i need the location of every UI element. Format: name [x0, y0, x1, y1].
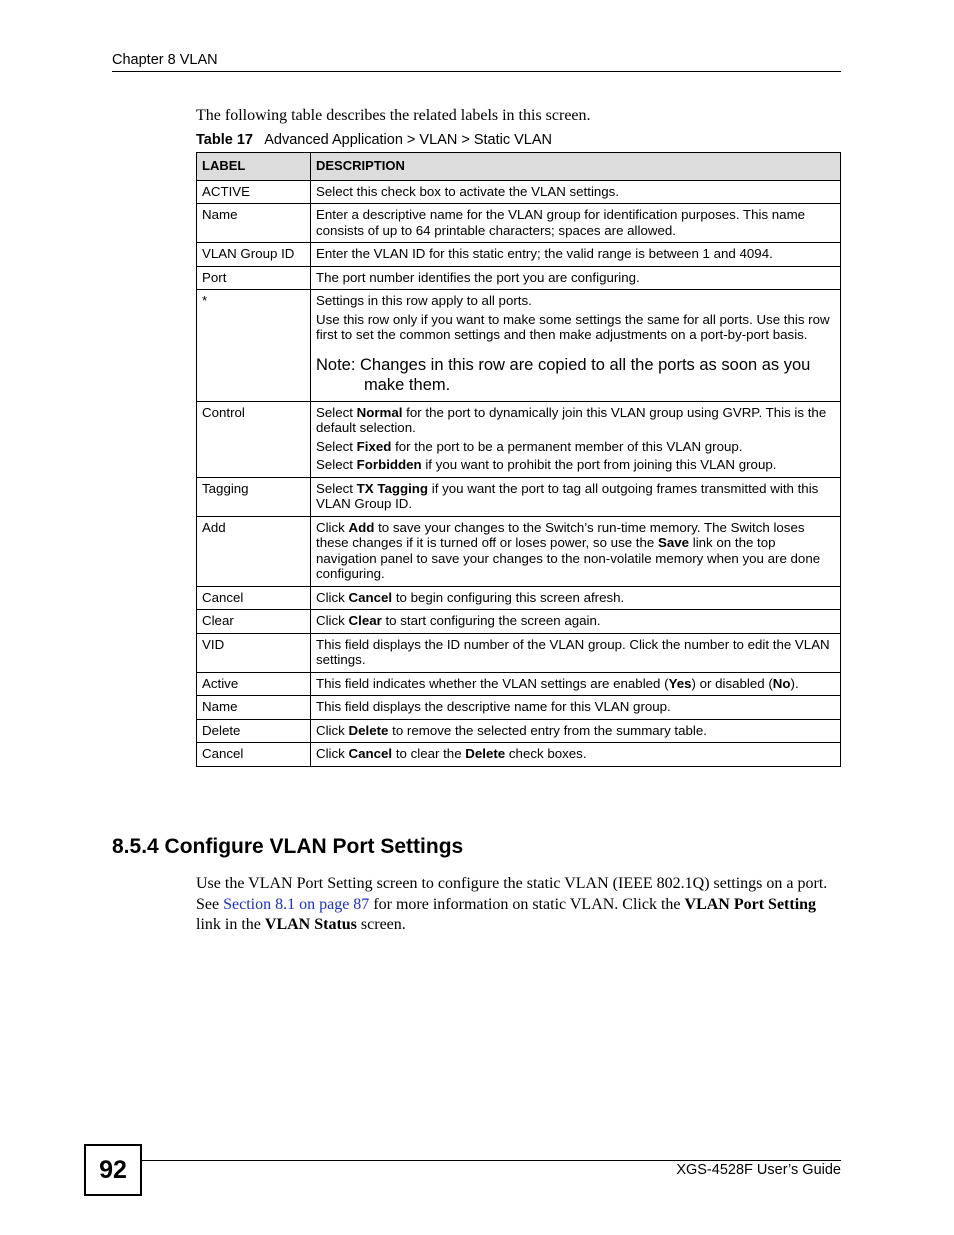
description-bold: Cancel: [348, 746, 393, 761]
table-caption: [196, 132, 552, 148]
description-text: Enter a descriptive name for the VLAN group for identification purposes. This name consists of up to 64 printable characters; spaces are allowed.: [316, 207, 806, 238]
section-text-4: screen.: [356, 916, 406, 933]
description-paragraph: [316, 590, 835, 606]
table-row: [197, 204, 841, 243]
description-bold: Forbidden: [356, 457, 422, 472]
row-description: [311, 204, 841, 243]
description-paragraph: [316, 699, 835, 715]
row-label: ACTIVE: [197, 180, 311, 204]
row-label: VID: [197, 633, 311, 672]
description-text: Select: [316, 480, 357, 496]
description-bold: Add: [348, 519, 375, 535]
description-text: This field indicates whether the VLAN settings are enabled (: [316, 675, 669, 691]
page-number: 92: [84, 1144, 142, 1196]
description-text: for the port to be a permanent member of this VLAN group.: [391, 438, 743, 454]
description-bold: Delete: [465, 746, 506, 761]
row-description: [311, 719, 841, 743]
table-header-row: [197, 153, 841, 181]
table-row: [197, 477, 841, 516]
description-bold: No: [772, 675, 791, 691]
table-row: [197, 696, 841, 720]
note-text: Note: Changes in this row are copied to all the ports as soon as you make them.: [316, 355, 811, 394]
section-text-2: for more information on static VLAN. Click the: [369, 895, 685, 913]
description-text: Enter the VLAN ID for this static entry; the valid range is between 1 and 4094.: [316, 246, 773, 261]
row-label: Delete: [197, 719, 311, 743]
description-text: Click: [316, 519, 349, 535]
table-row: [197, 586, 841, 610]
description-text: Select: [316, 457, 357, 472]
label-description-table: [196, 152, 841, 767]
table-row: [197, 743, 841, 767]
intro-text: The following table describes the related labels in this screen.: [196, 107, 591, 124]
description-paragraph: [316, 520, 835, 582]
description-text: Select: [316, 404, 357, 420]
row-label: Name: [197, 204, 311, 243]
table-row: [197, 290, 841, 402]
column-header-label: LABEL: [197, 153, 311, 181]
description-text: Settings in this row apply to all ports.: [316, 293, 532, 308]
table-caption-label: Table 17: [196, 132, 253, 148]
description-text: Select this check box to activate the VLAN settings.: [316, 183, 620, 199]
description-paragraph: [316, 207, 835, 238]
description-bold: Save: [657, 535, 690, 550]
description-text: ) or disabled (: [691, 675, 773, 691]
table-row: [197, 516, 841, 586]
description-text: to start configuring the screen again.: [381, 613, 601, 628]
description-text: Select: [316, 438, 357, 454]
description-text: Click: [316, 746, 349, 761]
description-text: to remove the selected entry from the summary table.: [388, 722, 707, 738]
row-label: Control: [197, 401, 311, 477]
description-paragraph: [316, 439, 835, 455]
description-text: This field displays the descriptive name for this VLAN group.: [316, 699, 671, 714]
description-paragraph: [316, 293, 835, 309]
description-bold: Fixed: [356, 438, 392, 454]
description-text: if you want the port to tag all outgoing frames transmitted with this VLAN Group ID.: [316, 480, 819, 511]
description-text: link on the top navigation panel to save your changes to the non-volatile memory when you are done configuring.: [316, 535, 821, 581]
description-text: ).: [790, 675, 799, 691]
description-paragraph: [316, 184, 835, 200]
row-description: [311, 586, 841, 610]
table-row: [197, 401, 841, 477]
description-bold: TX Tagging: [356, 480, 429, 496]
column-header-description: DESCRIPTION: [311, 153, 841, 181]
description-bold: Yes: [668, 675, 692, 691]
section-body: [196, 874, 841, 936]
description-text: Use this row only if you want to make some settings the same for all ports. Use this row first to set the common settings and then make adjustments on a port-by-port basis.: [316, 311, 830, 342]
description-text: to begin configuring this screen afresh.: [392, 589, 625, 605]
row-description: [311, 266, 841, 290]
row-description: [311, 672, 841, 696]
description-text: Click: [316, 613, 349, 628]
description-paragraph: [316, 481, 835, 512]
section-bold-2: VLAN Status: [264, 916, 357, 933]
table-body: [197, 180, 841, 766]
footer-rule: [140, 1160, 841, 1161]
footer-guide-title: XGS-4528F User’s Guide: [676, 1162, 841, 1178]
row-description: [311, 477, 841, 516]
row-description: [311, 180, 841, 204]
table-row: [197, 672, 841, 696]
row-description: [311, 243, 841, 267]
section-text-1: Use the VLAN Port Setting screen to configure the static VLAN (IEEE 802.1Q) settings on a port. See: [196, 875, 828, 913]
description-paragraph: [316, 723, 835, 739]
row-description: [311, 516, 841, 586]
description-text: Click: [316, 589, 349, 605]
description-text: for the port to dynamically join this VLAN group using GVRP. This is the default selection.: [316, 404, 827, 435]
description-bold: Cancel: [348, 589, 393, 605]
description-text: Click: [316, 722, 349, 738]
description-paragraph: [316, 270, 835, 286]
description-text: to clear the: [392, 746, 466, 761]
chapter-header: Chapter 8 VLAN: [112, 52, 218, 68]
row-label: Clear: [197, 610, 311, 634]
description-paragraph: [316, 405, 835, 436]
section-bold-1: VLAN Port Setting: [684, 895, 817, 913]
description-paragraph: [316, 746, 835, 762]
section-link[interactable]: Section 8.1 on page 87: [223, 895, 370, 913]
description-text: This field displays the ID number of the VLAN group. Click the number to edit the VLAN settings.: [316, 636, 830, 667]
description-text: if you want to prohibit the port from joining this VLAN group.: [421, 457, 777, 472]
table-row: [197, 633, 841, 672]
table-row: [197, 266, 841, 290]
row-label: *: [197, 290, 311, 402]
row-description: [311, 290, 841, 402]
row-description: [311, 401, 841, 477]
description-text: to save your changes to the Switch’s run-time memory. The Switch loses these changes if it is turned off or loses power, so use the: [316, 519, 805, 550]
row-description: [311, 743, 841, 767]
row-description: [311, 610, 841, 634]
description-paragraph: [316, 637, 835, 668]
description-bold: Delete: [348, 722, 389, 738]
description-text: check boxes.: [505, 746, 587, 761]
description-bold: Clear: [348, 613, 382, 628]
row-label: VLAN Group ID: [197, 243, 311, 267]
description-text: The port number identifies the port you are configuring.: [316, 269, 640, 285]
row-label: Active: [197, 672, 311, 696]
description-paragraph: [316, 676, 835, 692]
description-paragraph: [316, 613, 835, 629]
table-row: [197, 243, 841, 267]
description-paragraph: [316, 246, 835, 262]
table-caption-title: Advanced Application > VLAN > Static VLAN: [264, 132, 553, 148]
header-rule: [112, 71, 841, 72]
description-bold: Normal: [356, 404, 403, 420]
row-label: Name: [197, 696, 311, 720]
description-paragraph: [316, 312, 835, 343]
table-row: [197, 180, 841, 204]
table-row: [197, 719, 841, 743]
row-label: Cancel: [197, 586, 311, 610]
section-heading: 8.5.4 Configure VLAN Port Settings: [112, 835, 464, 858]
description-paragraph: [316, 457, 835, 473]
row-label: Add: [197, 516, 311, 586]
table-row: [197, 610, 841, 634]
row-label: Port: [197, 266, 311, 290]
row-description: [311, 696, 841, 720]
section-text-3: link in the: [196, 916, 265, 933]
row-description: [311, 633, 841, 672]
row-label: Cancel: [197, 743, 311, 767]
row-label: Tagging: [197, 477, 311, 516]
